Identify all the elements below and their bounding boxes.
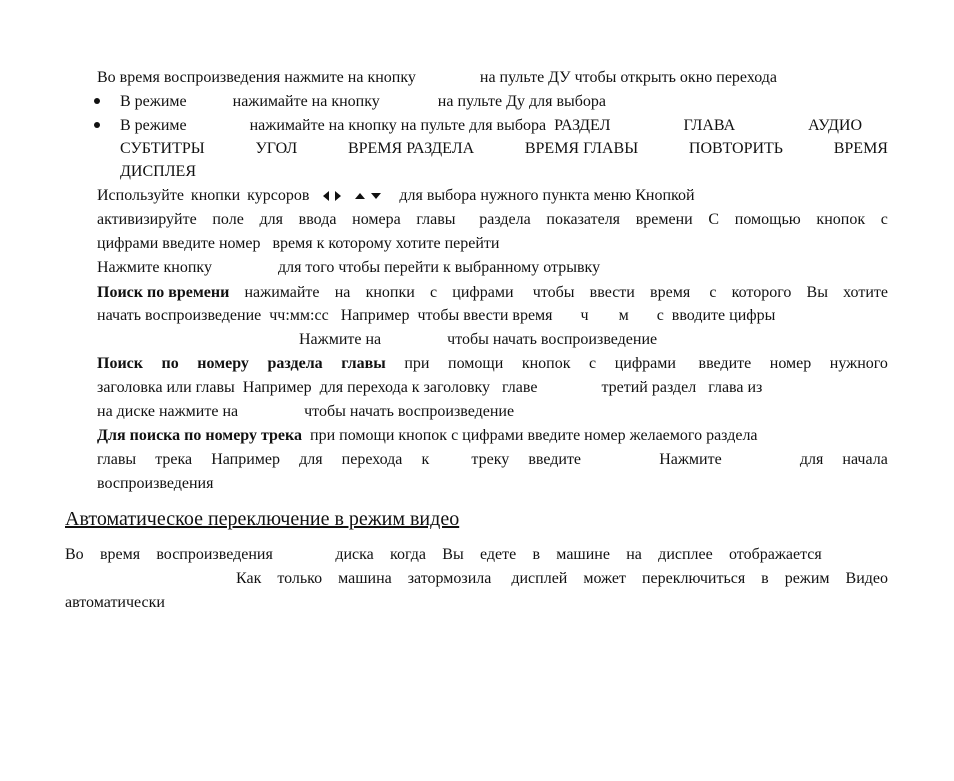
- word: с: [880, 211, 888, 228]
- press-line: [97, 258, 600, 278]
- bullet-1-text-b: нажимайте на кнопку: [232, 93, 380, 110]
- word: которого: [731, 284, 792, 301]
- word: трека: [155, 451, 193, 468]
- word: ввести: [589, 284, 635, 301]
- word: Во: [65, 546, 84, 563]
- cursor-line-2: [97, 210, 888, 230]
- word: цифрами: [614, 355, 676, 372]
- bullet-2-word: ГЛАВА: [683, 117, 736, 134]
- bullet-2-word: нажимайте на кнопку на пульте для выбора РАЗДЕЛ: [249, 117, 611, 134]
- word: раздела: [471, 211, 531, 228]
- word: [600, 450, 640, 470]
- word: номера: [352, 211, 401, 228]
- word: на: [626, 546, 642, 563]
- word: нажимайте: [244, 284, 320, 301]
- word: машине: [556, 546, 610, 563]
- word: цифрами: [452, 284, 514, 301]
- arrow-left-icon: [323, 191, 329, 201]
- word: поле: [212, 211, 244, 228]
- word: Видео: [845, 570, 888, 587]
- word: переключиться: [641, 570, 746, 587]
- word: главы: [97, 451, 137, 468]
- time-search-line-3: [299, 330, 657, 350]
- word: ввода: [298, 211, 337, 228]
- word: Вы: [442, 546, 464, 563]
- word: кнопок: [521, 355, 571, 372]
- word: нужного: [829, 355, 888, 372]
- arrow-right-icon: [335, 191, 341, 201]
- time-text-a: начать воспроизведение чч:мм:сс Например чтобы ввести время: [97, 307, 553, 324]
- word: время: [99, 546, 141, 563]
- track-text: при помощи кнопок с цифрами введите номер желаемого раздела: [310, 427, 758, 444]
- bullet-2-word: ВРЕМЯ: [833, 140, 888, 157]
- word: в: [532, 546, 541, 563]
- time-text-d: с вводите цифры: [656, 307, 776, 324]
- auto-switch-line-1: [65, 545, 888, 565]
- bullet-2-word: ВРЕМЯ ГЛАВЫ: [524, 140, 639, 157]
- bullet-2-word: СУБТИТРЫ: [120, 140, 205, 157]
- word: перехода: [341, 451, 403, 468]
- word: введите: [694, 355, 752, 372]
- chapter-search-title: номеру: [197, 355, 249, 372]
- press-text-b: для того чтобы перейти к выбранному отрывку: [277, 259, 601, 276]
- track-search-title: Для поиска по номеру трека: [97, 427, 303, 444]
- word: Как: [236, 570, 262, 587]
- word: когда: [390, 546, 427, 563]
- chapter-search-title: раздела: [267, 355, 323, 372]
- word: к: [421, 451, 430, 468]
- chapter-search-line-2: [97, 378, 762, 398]
- cursor-text-b: для выбора нужного пункта меню Кнопкой: [399, 187, 695, 204]
- word: хотите: [843, 284, 888, 301]
- bullet-2-line-1: [120, 116, 862, 136]
- word: с: [589, 355, 597, 372]
- word: номер: [769, 355, 812, 372]
- bullet-1: [120, 92, 606, 112]
- cursor-arrow-icons: [323, 191, 381, 201]
- bullet-2-word: ПОВТОРИТЬ: [688, 140, 783, 157]
- chapter-search-line-1: [97, 354, 888, 374]
- word: на: [334, 284, 351, 301]
- word: показателя: [546, 211, 621, 228]
- word: воспроизведения: [156, 546, 273, 563]
- cursor-line-3: цифрами введите номер время к которому хотите перейти: [97, 235, 500, 252]
- track-search-line-1: [97, 426, 758, 446]
- time-text-c: м: [618, 307, 629, 324]
- word: при: [404, 355, 430, 372]
- word: [448, 450, 452, 470]
- cursor-line: [97, 186, 695, 206]
- word: введите: [528, 451, 582, 468]
- chapter-text-d: чтобы начать воспроизведение: [304, 403, 515, 420]
- word: только: [277, 570, 323, 587]
- track-search-line-2: [97, 450, 888, 470]
- word: для: [299, 451, 323, 468]
- auto-switch-line-3: автоматически: [65, 594, 165, 611]
- word: Нажмите: [659, 451, 722, 468]
- word: [289, 545, 319, 565]
- time-search-line-2: [97, 306, 775, 326]
- word: [838, 545, 888, 565]
- word: Вы: [806, 284, 828, 301]
- bullet-dot: [94, 122, 100, 128]
- chapter-search-line-3: [97, 402, 514, 422]
- intro-line: [97, 68, 777, 88]
- press-text-a: Нажмите кнопку: [97, 259, 212, 276]
- word: для: [259, 211, 283, 228]
- word: едете: [479, 546, 517, 563]
- word: начала: [842, 451, 888, 468]
- arrow-up-icon: [355, 193, 365, 199]
- word: времени: [635, 211, 693, 228]
- word: дисплее: [658, 546, 713, 563]
- time-text-b: ч: [580, 307, 589, 324]
- word: диска: [335, 546, 374, 563]
- bullet-2-line-3: ДИСПЛЕЯ: [120, 163, 196, 180]
- bullet-1-text-c: на пульте Ду для выбора: [437, 93, 607, 110]
- word: с: [430, 284, 438, 301]
- word: может: [583, 570, 626, 587]
- bullet-2-line-2: [120, 139, 888, 159]
- word: машина: [338, 570, 392, 587]
- bullet-2-word: ВРЕМЯ РАЗДЕЛА: [347, 140, 475, 157]
- chapter-text-a: заголовка или главы Например для перехода к заголовку главе: [97, 379, 538, 396]
- time-text-e: Нажмите на: [299, 331, 382, 348]
- word: треку: [471, 451, 510, 468]
- bullet-1-text-a: В режиме: [120, 93, 187, 110]
- word: дисплей: [507, 570, 568, 587]
- intro-text-b: на пульте ДУ чтобы открыть окно перехода: [479, 69, 777, 86]
- section-heading: Автоматическое переключение в режим видео: [65, 508, 460, 530]
- word: кнопок: [816, 211, 866, 228]
- word: время: [650, 284, 691, 301]
- word: в: [761, 570, 769, 587]
- bullet-2-word: В режиме: [120, 117, 187, 134]
- chapter-search-title: главы: [341, 355, 386, 372]
- word: кнопки: [365, 284, 415, 301]
- arrow-down-icon: [371, 193, 381, 199]
- chapter-search-title: по: [161, 355, 179, 372]
- word: главы: [416, 211, 456, 228]
- word: чтобы: [528, 284, 575, 301]
- time-search-title: Поиск по времени: [97, 284, 230, 301]
- word: помощи: [448, 355, 504, 372]
- word: отображается: [729, 546, 822, 563]
- bullet-2-word: АУДИО: [808, 117, 862, 134]
- track-search-line-3: воспроизведения: [97, 475, 214, 492]
- word: режим: [784, 570, 830, 587]
- time-search-line-1: [97, 283, 888, 303]
- bullet-dot: [94, 98, 100, 104]
- word: активизируйте: [97, 211, 197, 228]
- intro-text-a: Во время воспроизведения нажмите на кнопку: [97, 69, 416, 86]
- word: С: [708, 211, 720, 228]
- word: [741, 450, 781, 470]
- time-text-f: чтобы начать воспроизведение: [447, 331, 658, 348]
- word: с: [705, 284, 717, 301]
- word: помощью: [734, 211, 801, 228]
- word: для: [799, 451, 824, 468]
- word: Например: [211, 451, 281, 468]
- cursor-text-a: Используйте кнопки курсоров: [97, 187, 310, 204]
- chapter-text-c: на диске нажмите на: [97, 403, 239, 420]
- word: затормозила: [407, 570, 492, 587]
- chapter-text-b: третий раздел глава из: [601, 379, 763, 396]
- auto-switch-line-2: [236, 569, 888, 589]
- chapter-search-title: Поиск: [97, 355, 143, 372]
- bullet-2-word: УГОЛ: [255, 140, 298, 157]
